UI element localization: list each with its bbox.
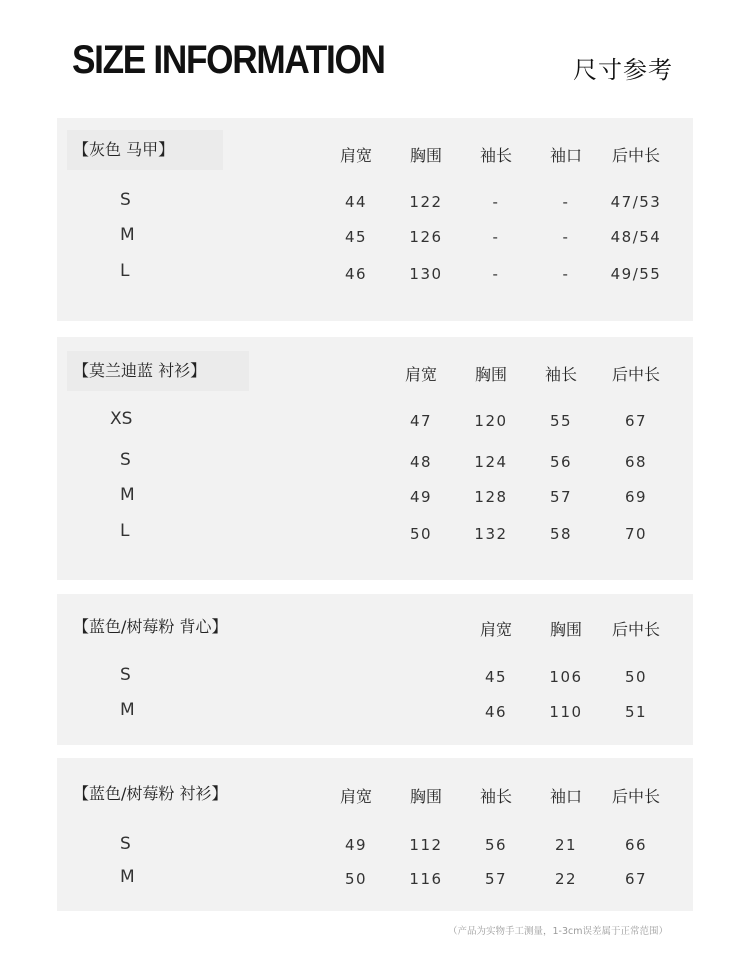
- size-label: XS: [110, 409, 133, 429]
- table-cell: 56: [484, 836, 508, 854]
- page-title: SIZE INFORMATION: [72, 38, 385, 82]
- measurement-note: （产品为实物手工测量，1-3cm误差属于正常范围）: [448, 926, 668, 937]
- table-cell: 49: [409, 488, 433, 506]
- table-cell: 132: [474, 525, 508, 543]
- table-cell: 45: [344, 228, 368, 246]
- table-cell: 122: [409, 193, 443, 211]
- table-cell: 106: [549, 668, 583, 686]
- table-cell: 44: [344, 193, 368, 211]
- table-cell: -: [492, 265, 500, 283]
- size-label: L: [120, 261, 130, 281]
- table-cell: 69: [624, 488, 648, 506]
- table-cell: 50: [624, 668, 648, 686]
- table-cell: 124: [474, 453, 508, 471]
- table-cell: 112: [409, 836, 443, 854]
- table-cell: 128: [474, 488, 508, 506]
- column-header: 后中长: [611, 146, 660, 165]
- size-label: S: [120, 190, 131, 210]
- table-cell: 57: [484, 870, 508, 888]
- table-cell: 68: [624, 453, 648, 471]
- column-header: 后中长: [611, 787, 660, 806]
- column-header: 肩宽: [479, 620, 512, 639]
- table-cell: -: [562, 228, 570, 246]
- size-label: M: [120, 225, 135, 245]
- table-cell: -: [492, 228, 500, 246]
- table-cell: 47/53: [610, 193, 662, 211]
- table-cell: -: [562, 193, 570, 211]
- column-header: 胸围: [474, 365, 507, 384]
- table-label: 【灰色 马甲】: [67, 130, 223, 170]
- table-cell: 110: [549, 703, 583, 721]
- size-label: M: [120, 700, 135, 720]
- table-cell: -: [562, 265, 570, 283]
- table-label: 【蓝色/树莓粉 背心】: [67, 607, 263, 647]
- column-header: 袖长: [544, 365, 577, 384]
- size-label: M: [120, 867, 135, 887]
- table-cell: 120: [474, 412, 508, 430]
- table-cell: 116: [409, 870, 443, 888]
- table-cell: 130: [409, 265, 443, 283]
- table-cell: 46: [344, 265, 368, 283]
- column-header: 袖长: [479, 146, 512, 165]
- table-cell: 67: [624, 412, 648, 430]
- table-cell: 49: [344, 836, 368, 854]
- table-cell: 51: [624, 703, 648, 721]
- size-table-morandi-blue-shirt: [57, 337, 693, 580]
- size-table-blue-raspberry-vest: [57, 594, 693, 745]
- page-subtitle: 尺寸参考: [573, 56, 673, 84]
- column-header: 胸围: [409, 787, 442, 806]
- table-cell: 57: [549, 488, 573, 506]
- size-label: S: [120, 834, 131, 854]
- table-cell: 50: [344, 870, 368, 888]
- size-label: M: [120, 485, 135, 505]
- table-cell: -: [492, 193, 500, 211]
- column-header: 袖长: [479, 787, 512, 806]
- column-header: 肩宽: [339, 787, 372, 806]
- column-header: 袖口: [549, 146, 582, 165]
- table-cell: 58: [549, 525, 573, 543]
- column-header: 肩宽: [339, 146, 372, 165]
- table-cell: 67: [624, 870, 648, 888]
- table-cell: 56: [549, 453, 573, 471]
- column-header: 袖口: [549, 787, 582, 806]
- size-table-blue-raspberry-shirt: [57, 758, 693, 911]
- table-label: 【莫兰迪蓝 衬衫】: [67, 351, 249, 391]
- table-cell: 48: [409, 453, 433, 471]
- table-cell: 21: [554, 836, 578, 854]
- column-header: 胸围: [549, 620, 582, 639]
- table-cell: 46: [484, 703, 508, 721]
- table-cell: 47: [409, 412, 433, 430]
- column-header: 后中长: [611, 365, 660, 384]
- column-header: 肩宽: [404, 365, 437, 384]
- size-label: S: [120, 450, 131, 470]
- table-cell: 49/55: [610, 265, 662, 283]
- size-table-grey-vest: [57, 118, 693, 321]
- table-cell: 48/54: [610, 228, 662, 246]
- table-cell: 22: [554, 870, 578, 888]
- column-header: 胸围: [409, 146, 442, 165]
- table-cell: 70: [624, 525, 648, 543]
- table-cell: 55: [549, 412, 573, 430]
- table-cell: 66: [624, 836, 648, 854]
- table-cell: 45: [484, 668, 508, 686]
- table-label: 【蓝色/树莓粉 衬衫】: [67, 774, 263, 814]
- table-cell: 50: [409, 525, 433, 543]
- table-cell: 126: [409, 228, 443, 246]
- column-header: 后中长: [611, 620, 660, 639]
- size-label: S: [120, 665, 131, 685]
- size-label: L: [120, 521, 130, 541]
